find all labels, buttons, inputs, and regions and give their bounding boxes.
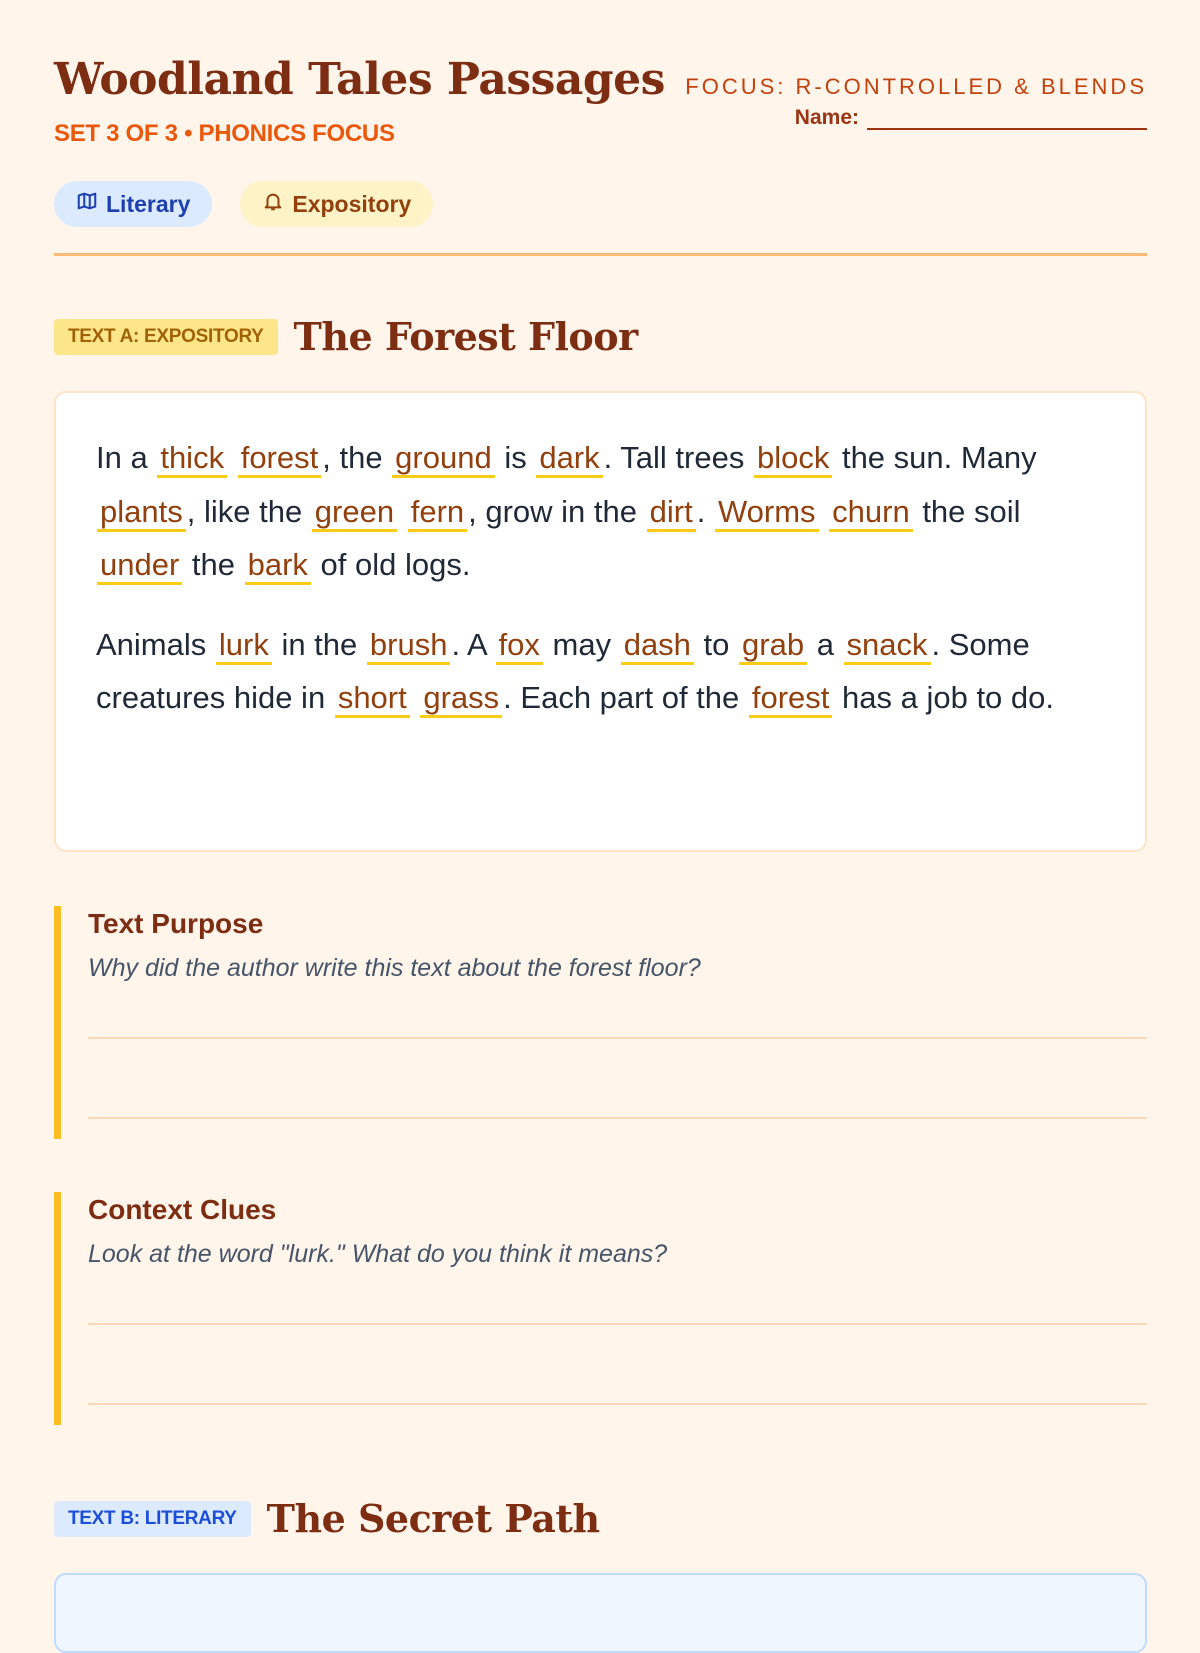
text-a-badge: TEXT A: EXPOSITORY [54, 319, 278, 355]
answer-line[interactable] [88, 1323, 1147, 1325]
question-context-clues [54, 1192, 1147, 1425]
text-a-heading [54, 314, 638, 359]
text-a-title: The Forest Floor [293, 314, 638, 359]
answer-line[interactable] [88, 1037, 1147, 1039]
phonics-word: short [335, 680, 410, 718]
phonics-word: snack [844, 627, 931, 665]
phonics-word: dash [621, 627, 694, 665]
name-line[interactable] [867, 110, 1147, 130]
text-b-passage [54, 1573, 1147, 1653]
text-b-heading [54, 1496, 600, 1541]
phonics-word: grab [739, 627, 807, 665]
text-b-title: The Secret Path [266, 1496, 600, 1541]
phonics-word: fox [496, 627, 543, 665]
phonics-word: thick [157, 440, 227, 478]
answer-line[interactable] [88, 1403, 1147, 1405]
phonics-word: forest [749, 680, 833, 718]
focus-label: FOCUS: R-CONTROLLED & BLENDS [685, 74, 1147, 99]
header-divider [54, 253, 1147, 256]
page-title: Woodland Tales Passages [54, 54, 665, 105]
phonics-word: churn [829, 494, 913, 532]
phonics-word: under [97, 547, 182, 585]
tag-expository[interactable] [240, 181, 433, 227]
text-a-passage [54, 391, 1147, 852]
question-prompt: Look at the word "lurk." What do you think it means? [88, 1240, 668, 1268]
phonics-word: ground [392, 440, 495, 478]
phonics-word: brush [367, 627, 451, 665]
map-icon [76, 190, 98, 218]
tag-literary[interactable] [54, 181, 212, 227]
phonics-word: plants [97, 494, 186, 532]
tag-label: Expository [292, 190, 412, 217]
bell-icon [262, 190, 284, 218]
phonics-word: grass [420, 680, 502, 718]
phonics-word: dirt [647, 494, 696, 532]
question-prompt: Why did the author write this text about the forest floor? [88, 954, 701, 982]
question-title: Context Clues [88, 1194, 277, 1225]
name-label: Name: [794, 106, 859, 129]
phonics-word: bark [245, 547, 311, 585]
phonics-word: fern [408, 494, 467, 532]
worksheet-header [54, 0, 1147, 150]
question-text-purpose [54, 906, 1147, 1139]
text-b-badge: TEXT B: LITERARY [54, 1501, 251, 1537]
phonics-word: block [754, 440, 832, 478]
phonics-word: green [312, 494, 397, 532]
tag-label: Literary [106, 190, 191, 217]
passage-paragraph: In a thick forest , the ground is dark . Tall trees block the sun. Many plants , like the green fern , grow in the dirt . Worms churn the soil under the bark of old logs. [96, 431, 1105, 592]
phonics-word: Worms [715, 494, 819, 532]
phonics-word: dark [536, 440, 602, 478]
phonics-word: lurk [216, 627, 272, 665]
page-subtitle: SET 3 OF 3 • PHONICS FOCUS [54, 120, 395, 147]
passage-paragraph: Animals lurk in the brush . A fox may dash to grab a snack . Some creatures hide in short grass . Each part of the forest has a job to do. [96, 618, 1105, 725]
name-field[interactable] [795, 106, 1147, 130]
worksheet-page [54, 0, 1147, 1541]
phonics-word: forest [238, 440, 322, 478]
genre-tags [54, 181, 433, 227]
answer-line[interactable] [88, 1117, 1147, 1119]
question-title: Text Purpose [88, 908, 264, 939]
